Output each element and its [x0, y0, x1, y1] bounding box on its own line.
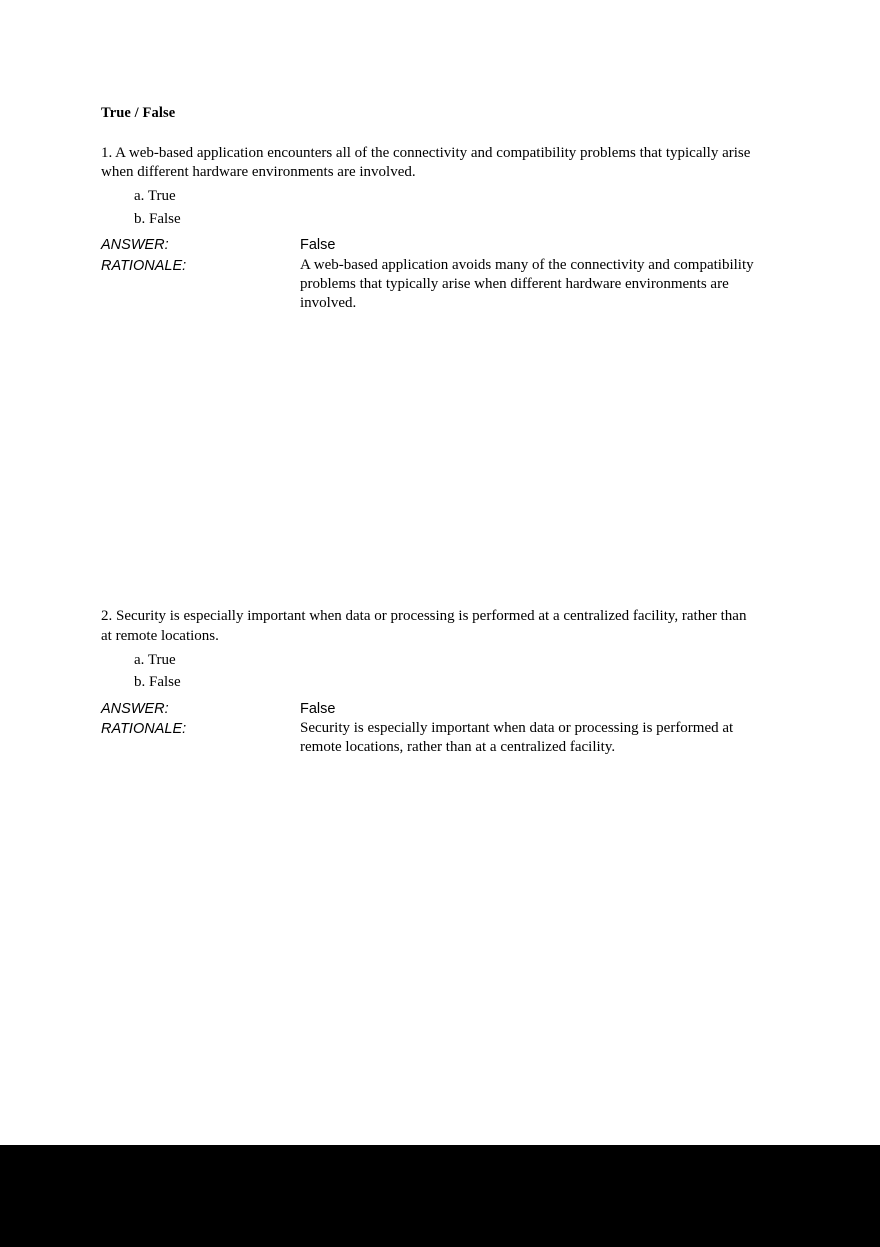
document-content — [101, 104, 761, 757]
answer-label: ANSWER: — [101, 700, 169, 717]
answer-options-list — [101, 649, 761, 694]
section-spacer — [101, 312, 761, 607]
answer-option-b[interactable]: b. False — [134, 210, 181, 227]
rationale-value: Security is especially important when data or processing is performed at remote locations, rather than at a centralized facility. — [300, 720, 734, 755]
rationale-row — [101, 256, 761, 312]
rationale-value: A web-based application avoids many of the connectivity and compatibility problems that typically arise when different hardware environments are involved. — [300, 256, 754, 311]
answer-label: ANSWER: — [101, 237, 169, 254]
answer-option-a[interactable]: a. True — [134, 651, 176, 668]
question-block — [101, 607, 761, 757]
answer-options-list — [101, 185, 761, 230]
rationale-label: RATIONALE: — [101, 721, 187, 738]
rationale-row — [101, 719, 761, 757]
question-metadata-table — [101, 235, 761, 312]
page-footer-bar — [0, 1145, 880, 1247]
question-stem: 2. Security is especially important when data or processing is performed at a centralized facility, rather than at remote locations. — [101, 608, 747, 644]
answer-row — [101, 235, 761, 256]
question-stem: 1. A web-based application encounters all of the connectivity and compatibility problems that typically arise when different hardware environments are involved. — [101, 145, 751, 181]
question-metadata-table — [101, 699, 761, 757]
section-heading: True / False — [101, 105, 176, 121]
answer-value: False — [300, 237, 336, 254]
answer-option-b[interactable]: b. False — [134, 674, 181, 691]
answer-option-a[interactable]: a. True — [134, 188, 176, 205]
answer-value: False — [300, 700, 336, 717]
question-block — [101, 144, 761, 312]
answer-row — [101, 699, 761, 720]
rationale-label: RATIONALE: — [101, 257, 187, 274]
